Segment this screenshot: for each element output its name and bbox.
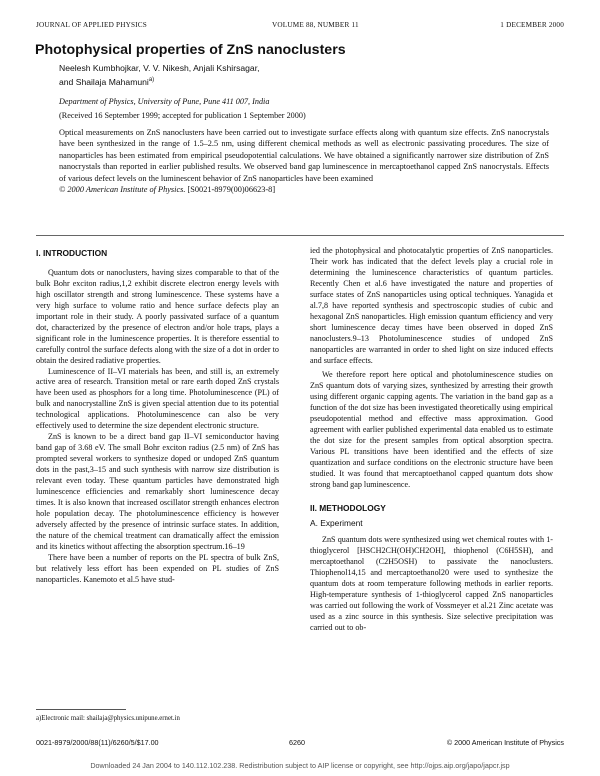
- intro-paragraph-5: ied the photophysical and photocatalytic properties of ZnS nanoparticles. Their work has indicated that the defect levels play a crucial role in determining the luminescence characteristics of quantum particles. Recently Chen et al.6 have investigated the nature and properties of surface states of ZnS nanoparticles using optical techniques. Yanagida et al.7,8 have reported synthesis and spectroscopic studies of cubic and hexagonal ZnS nanoparticles. High emission quantum efficiency and very short luminescence decay times have been observed in doped ZnS nanoclusters.9–13 Photoluminescence studies of undoped ZnS nanoparticles are warranted in order to shed light on size induced effects and surface effects.: [310, 246, 553, 365]
- running-header: [36, 21, 564, 33]
- journal-name: JOURNAL OF APPLIED PHYSICS: [36, 21, 147, 29]
- footnote-divider: [36, 709, 126, 710]
- section-heading-introduction: I. INTRODUCTION: [36, 248, 108, 258]
- intro-paragraph-1: Quantum dots or nanoclusters, having sizes comparable to that of the bulk Bohr exciton radius,1,2 exhibit discrete electron energy levels with high oscillator strength and strong luminescence. These systems have a very high surface to volume ratio and hence surface defects play an important role in their study. A poorly passivated surface of a quantum dot, characterized by the presence of electron and/or hole traps, plays a significant role in the luminescence properties. It is therefore essential to carefully control the surface defects along with the size of a dot in order to obtain the desired radiative properties.: [36, 267, 279, 365]
- left-column: [36, 248, 279, 586]
- footer-code: 0021-8979/2000/88(11)/6260/5/$17.00: [36, 738, 159, 747]
- article-title: Photophysical properties of ZnS nanoclusters: [35, 42, 346, 58]
- affiliation: Department of Physics, University of Pune, Pune 411 007, India: [59, 97, 270, 106]
- issue-date: 1 DECEMBER 2000: [500, 21, 564, 29]
- author-footnote-mark: a): [148, 76, 155, 83]
- subsection-heading-experiment: A. Experiment: [310, 517, 363, 528]
- received-dates: (Received 16 September 1999; accepted for publication 1 September 2000): [59, 111, 306, 120]
- section-heading-methodology: II. METHODOLOGY: [310, 502, 386, 513]
- experiment-paragraph-1: ZnS quantum dots were synthesized using wet chemical routes with 1-thioglycerol [HSCH2CH(OH)CH2OH], thiophenol (C6H5SH), and mercaptoethanol (C2H5OSH) to passivate the nanoclusters. Thiophenol14,15 and mercaptoethanol20 were used to synthesize the quantum dots at room temperature following methods in earlier reports. High-temperature synthesis of 1-thioglycerol capped ZnS nanoparticles was carried out following the work of Vossmeyer et al.21 Zinc acetate was used as a zinc source in this synthesis. Size selective precipitation was carried out to ob-: [310, 534, 553, 632]
- footer-copyright: © 2000 American Institute of Physics: [446, 738, 564, 747]
- abstract-divider: [36, 235, 564, 236]
- right-column: [310, 246, 553, 633]
- intro-paragraph-2: Luminescence of II–VI materials has been, and still is, an extremely active area of research. Transition metal or rare earth doped ZnS crystals have been used as phosphors for a long time. Photoluminescence (PL) of bulk and nanocrystalline ZnS is given special attention due to its potential technological applications. Photoluminescence can also be very effectively used to determine the size dependent electronic structure.: [36, 366, 279, 431]
- footnote-email: a)Electronic mail: shailaja@physics.unipune.ernet.in: [36, 715, 180, 722]
- download-notice: Downloaded 24 Jan 2004 to 140.112.102.238. Redistribution subject to AIP license or copyright, see http://ojps.aip.org/japo/japcr.jsp: [90, 761, 510, 770]
- intro-paragraph-4: There have been a number of reports on the PL spectra of bulk ZnS, but relatively less effort has been expended on PL studies of ZnS nanoparticles. Kanemoto et al.5 have stud-: [36, 552, 279, 584]
- authors-line-1: Neelesh Kumbhojkar, V. V. Nikesh, Anjali Kshirsagar,: [59, 63, 260, 73]
- volume-number: VOLUME 88, NUMBER 11: [272, 21, 359, 29]
- copyright-notice: © 2000 American Institute of Physics.: [59, 185, 186, 195]
- author-list: [59, 63, 259, 88]
- intro-paragraph-6: We therefore report here optical and photoluminescence studies on ZnS quantum dots of varying sizes, synthesized by arresting their growth using different organic capping agents. The variation in the band gap as a function of the dot size has been investigated theoretically using empirical pseudopotential method and effective mass approximation. Good agreement with earlier published experimental data enabled us to estimate the dot size for the present samples from optical absorption spectra. Various PL transitions have been identified and the effects of size quantization and surface conditions on the electronic structure have been studied. It was found that mercaptoethanol capped quantum dots show strong band gap luminescence.: [310, 370, 553, 490]
- article-code: [S0021-8979(00)06623-8]: [187, 185, 276, 195]
- page-number: 6260: [289, 738, 305, 747]
- abstract: [59, 127, 549, 195]
- abstract-text: Optical measurements on ZnS nanoclusters have been carried out to investigate surface effects along with quantum size effects. ZnS nanocrystals have been synthesized in the range of 1.5–2.5 nm, using different chemical methods as well as electronic passivating procedures. The size of nanoparticles has been estimated from empirical pseudopotential calculations. We have obtained a significantly narrower size distribution of ZnS nanocrystals than reported in earlier published results. We observed band gap luminescence in mercaptoethanol capped ZnS nanocrystals. Effects of various defect levels on the luminescent behavior of ZnS nanoparticles have been examined: [59, 128, 549, 183]
- intro-paragraph-3: ZnS is known to be a direct band gap II–VI semiconductor having band gap of 3.68 eV. The small Bohr exciton radius (2.5 nm) of ZnS has prompted several workers to synthesize doped or undoped ZnS quantum dots in the past,3–15 and such synthesis with narrow size distribution is relevant even today. These quantum particles have demonstrated high luminescence efficiencies and remarkably short luminescence decay times. It is also known that increased oscillator strength enhances electron hole population decay. The photoluminescence efficiency is however adversely affected by the presence of intrinsic surface states. In addition, the nature of the chemical treatment can dramatically affect the emission and its kinetics without affecting the absorption spectrum.16–19: [36, 432, 279, 551]
- authors-line-2: and Shailaja Mahamuni: [59, 76, 149, 87]
